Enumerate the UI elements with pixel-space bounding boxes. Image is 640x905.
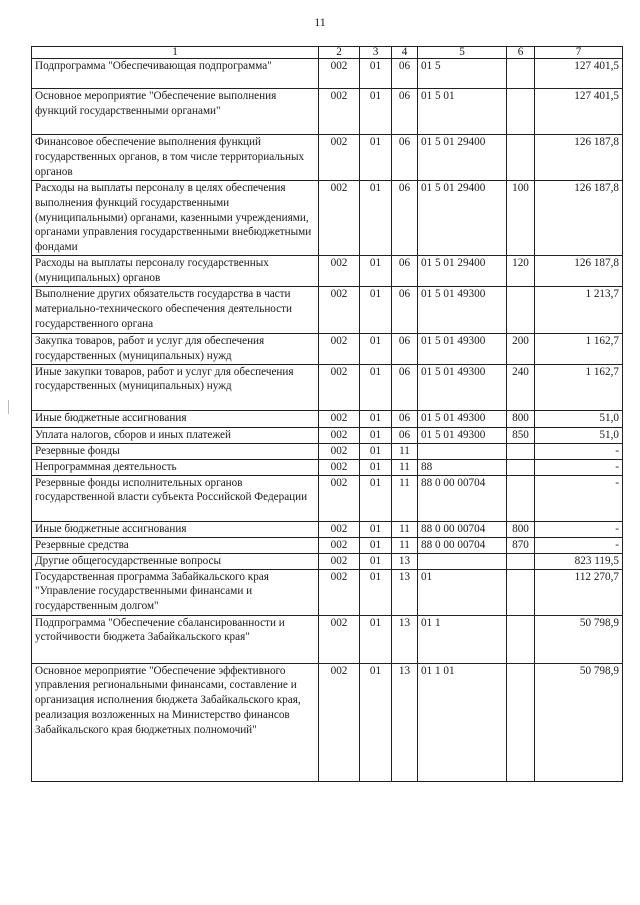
row-expense-type xyxy=(507,663,535,781)
row-target-article: 01 5 01 49300 xyxy=(418,364,507,410)
row-name: Финансовое обеспечение выполнения функций государственных органов, в том числе территориальных органов xyxy=(32,135,319,181)
row-name: Выполнение других обязательств государства в части материально-технического обеспечения деятельности государственного органа xyxy=(32,287,319,334)
row-amount: 823 119,5 xyxy=(535,553,623,569)
row-subsection: 11 xyxy=(392,459,418,475)
table-row xyxy=(32,135,623,181)
row-name: Подпрограмма "Обеспечивающая подпрограмма" xyxy=(32,59,319,89)
row-grbs: 002 xyxy=(319,521,360,537)
row-name: Государственная программа Забайкальского края "Управление государственными финансами и государственным долгом" xyxy=(32,569,319,615)
row-grbs: 002 xyxy=(319,459,360,475)
row-subsection: 11 xyxy=(392,521,418,537)
table-row xyxy=(32,334,623,365)
table-row xyxy=(32,181,623,256)
row-subsection: 06 xyxy=(392,410,418,427)
table-row xyxy=(32,553,623,569)
row-amount: 126 187,8 xyxy=(535,135,623,181)
row-target-article: 01 xyxy=(418,569,507,615)
row-subsection: 06 xyxy=(392,364,418,410)
table-row xyxy=(32,287,623,334)
row-section: 01 xyxy=(360,135,392,181)
row-grbs: 002 xyxy=(319,537,360,553)
row-grbs: 002 xyxy=(319,427,360,443)
row-amount: 1 162,7 xyxy=(535,334,623,365)
row-subsection: 13 xyxy=(392,663,418,781)
row-target-article: 88 xyxy=(418,459,507,475)
row-target-article: 01 1 xyxy=(418,615,507,663)
row-grbs: 002 xyxy=(319,135,360,181)
row-amount: 50 798,9 xyxy=(535,615,623,663)
row-name: Иные бюджетные ассигнования xyxy=(32,410,319,427)
row-grbs: 002 xyxy=(319,553,360,569)
row-name: Резервные фонды исполнительных органов государственной власти субъекта Российской Федерации xyxy=(32,475,319,521)
row-subsection: 06 xyxy=(392,135,418,181)
row-target-article xyxy=(418,443,507,459)
row-expense-type xyxy=(507,459,535,475)
row-subsection: 06 xyxy=(392,89,418,135)
row-grbs: 002 xyxy=(319,256,360,287)
row-section: 01 xyxy=(360,553,392,569)
row-expense-type xyxy=(507,287,535,334)
row-subsection: 06 xyxy=(392,427,418,443)
table-row xyxy=(32,89,623,135)
row-target-article: 88 0 00 00704 xyxy=(418,537,507,553)
row-target-article: 01 5 01 29400 xyxy=(418,256,507,287)
header-col-4: 4 xyxy=(392,47,418,59)
row-section: 01 xyxy=(360,287,392,334)
row-target-article: 01 5 01 29400 xyxy=(418,135,507,181)
row-amount: 1 213,7 xyxy=(535,287,623,334)
row-name: Расходы на выплаты персоналу государственных (муниципальных) органов xyxy=(32,256,319,287)
row-amount: - xyxy=(535,443,623,459)
row-target-article: 01 5 xyxy=(418,59,507,89)
row-expense-type xyxy=(507,475,535,521)
row-amount: - xyxy=(535,521,623,537)
row-name: Иные бюджетные ассигнования xyxy=(32,521,319,537)
row-expense-type xyxy=(507,569,535,615)
row-grbs: 002 xyxy=(319,663,360,781)
row-section: 01 xyxy=(360,334,392,365)
row-section: 01 xyxy=(360,443,392,459)
row-expense-type: 870 xyxy=(507,537,535,553)
row-amount: - xyxy=(535,459,623,475)
scan-mark xyxy=(8,400,9,414)
row-grbs: 002 xyxy=(319,569,360,615)
row-grbs: 002 xyxy=(319,364,360,410)
row-section: 01 xyxy=(360,364,392,410)
row-subsection: 11 xyxy=(392,475,418,521)
row-amount: 51,0 xyxy=(535,427,623,443)
row-expense-type: 200 xyxy=(507,334,535,365)
row-section: 01 xyxy=(360,459,392,475)
row-amount: 1 162,7 xyxy=(535,364,623,410)
row-name: Расходы на выплаты персоналу в целях обеспечения выполнения функций государственными (муниципальными) органами, казенными учреждениями, органами управления государственными внебюджетными фондами xyxy=(32,181,319,256)
row-grbs: 002 xyxy=(319,59,360,89)
row-amount: 126 187,8 xyxy=(535,181,623,256)
row-subsection: 06 xyxy=(392,334,418,365)
row-target-article: 88 0 00 00704 xyxy=(418,475,507,521)
row-name: Подпрограмма "Обеспечение сбалансированности и устойчивости бюджета Забайкальского края" xyxy=(32,615,319,663)
row-name: Уплата налогов, сборов и иных платежей xyxy=(32,427,319,443)
header-col-7: 7 xyxy=(535,47,623,59)
row-section: 01 xyxy=(360,521,392,537)
row-subsection: 11 xyxy=(392,537,418,553)
row-name: Основное мероприятие "Обеспечение эффективного управления региональными финансами, составление и организация исполнения бюджета Забайкальского края, реализация возложенных на Министерство финансов Забайкальского края бюджетных полномочий" xyxy=(32,663,319,781)
row-expense-type xyxy=(507,59,535,89)
row-section: 01 xyxy=(360,89,392,135)
row-subsection: 06 xyxy=(392,59,418,89)
budget-table xyxy=(31,46,623,782)
row-grbs: 002 xyxy=(319,475,360,521)
row-name: Основное мероприятие "Обеспечение выполнения функций государственными органами" xyxy=(32,89,319,135)
table-row xyxy=(32,364,623,410)
row-section: 01 xyxy=(360,427,392,443)
table-row xyxy=(32,569,623,615)
table-body xyxy=(32,47,623,782)
row-expense-type xyxy=(507,135,535,181)
row-name: Резервные фонды xyxy=(32,443,319,459)
row-expense-type xyxy=(507,553,535,569)
row-grbs: 002 xyxy=(319,410,360,427)
row-amount: 112 270,7 xyxy=(535,569,623,615)
row-name: Другие общегосударственные вопросы xyxy=(32,553,319,569)
row-section: 01 xyxy=(360,256,392,287)
row-expense-type: 850 xyxy=(507,427,535,443)
row-amount: 126 187,8 xyxy=(535,256,623,287)
row-grbs: 002 xyxy=(319,334,360,365)
row-name: Непрограммная деятельность xyxy=(32,459,319,475)
row-expense-type: 100 xyxy=(507,181,535,256)
row-name: Резервные средства xyxy=(32,537,319,553)
row-section: 01 xyxy=(360,410,392,427)
row-section: 01 xyxy=(360,537,392,553)
row-subsection: 13 xyxy=(392,615,418,663)
table-row xyxy=(32,443,623,459)
row-section: 01 xyxy=(360,569,392,615)
header-col-6: 6 xyxy=(507,47,535,59)
row-expense-type: 120 xyxy=(507,256,535,287)
row-target-article: 01 5 01 49300 xyxy=(418,410,507,427)
row-subsection: 06 xyxy=(392,181,418,256)
row-grbs: 002 xyxy=(319,89,360,135)
row-target-article: 88 0 00 00704 xyxy=(418,521,507,537)
header-col-5: 5 xyxy=(418,47,507,59)
row-subsection: 13 xyxy=(392,569,418,615)
row-amount: - xyxy=(535,475,623,521)
table-row xyxy=(32,59,623,89)
row-expense-type xyxy=(507,443,535,459)
row-section: 01 xyxy=(360,663,392,781)
row-name: Закупка товаров, работ и услуг для обеспечения государственных (муниципальных) нужд xyxy=(32,334,319,365)
row-grbs: 002 xyxy=(319,615,360,663)
row-target-article: 01 1 01 xyxy=(418,663,507,781)
table-row xyxy=(32,410,623,427)
row-amount: 127 401,5 xyxy=(535,89,623,135)
row-target-article: 01 5 01 49300 xyxy=(418,334,507,365)
row-section: 01 xyxy=(360,181,392,256)
row-target-article: 01 5 01 49300 xyxy=(418,427,507,443)
row-amount: 51,0 xyxy=(535,410,623,427)
row-amount: - xyxy=(535,537,623,553)
row-expense-type: 800 xyxy=(507,521,535,537)
row-expense-type xyxy=(507,89,535,135)
table-row xyxy=(32,663,623,781)
row-expense-type: 240 xyxy=(507,364,535,410)
row-section: 01 xyxy=(360,615,392,663)
header-col-2: 2 xyxy=(319,47,360,59)
row-target-article: 01 5 01 49300 xyxy=(418,287,507,334)
row-section: 01 xyxy=(360,59,392,89)
row-grbs: 002 xyxy=(319,287,360,334)
row-expense-type: 800 xyxy=(507,410,535,427)
table-row xyxy=(32,475,623,521)
row-grbs: 002 xyxy=(319,181,360,256)
table-row xyxy=(32,427,623,443)
row-subsection: 06 xyxy=(392,256,418,287)
table-row xyxy=(32,459,623,475)
row-target-article: 01 5 01 29400 xyxy=(418,181,507,256)
table-row xyxy=(32,521,623,537)
row-subsection: 06 xyxy=(392,287,418,334)
table-row xyxy=(32,256,623,287)
row-subsection: 11 xyxy=(392,443,418,459)
row-section: 01 xyxy=(360,475,392,521)
page-number: 11 xyxy=(314,15,326,29)
header-row xyxy=(32,47,623,59)
row-expense-type xyxy=(507,615,535,663)
row-subsection: 13 xyxy=(392,553,418,569)
row-amount: 127 401,5 xyxy=(535,59,623,89)
row-grbs: 002 xyxy=(319,443,360,459)
table-row xyxy=(32,615,623,663)
header-col-3: 3 xyxy=(360,47,392,59)
header-col-1: 1 xyxy=(32,47,319,59)
table-row xyxy=(32,537,623,553)
row-amount: 50 798,9 xyxy=(535,663,623,781)
row-name: Иные закупки товаров, работ и услуг для обеспечения государственных (муниципальных) нужд xyxy=(32,364,319,410)
row-target-article xyxy=(418,553,507,569)
row-target-article: 01 5 01 xyxy=(418,89,507,135)
